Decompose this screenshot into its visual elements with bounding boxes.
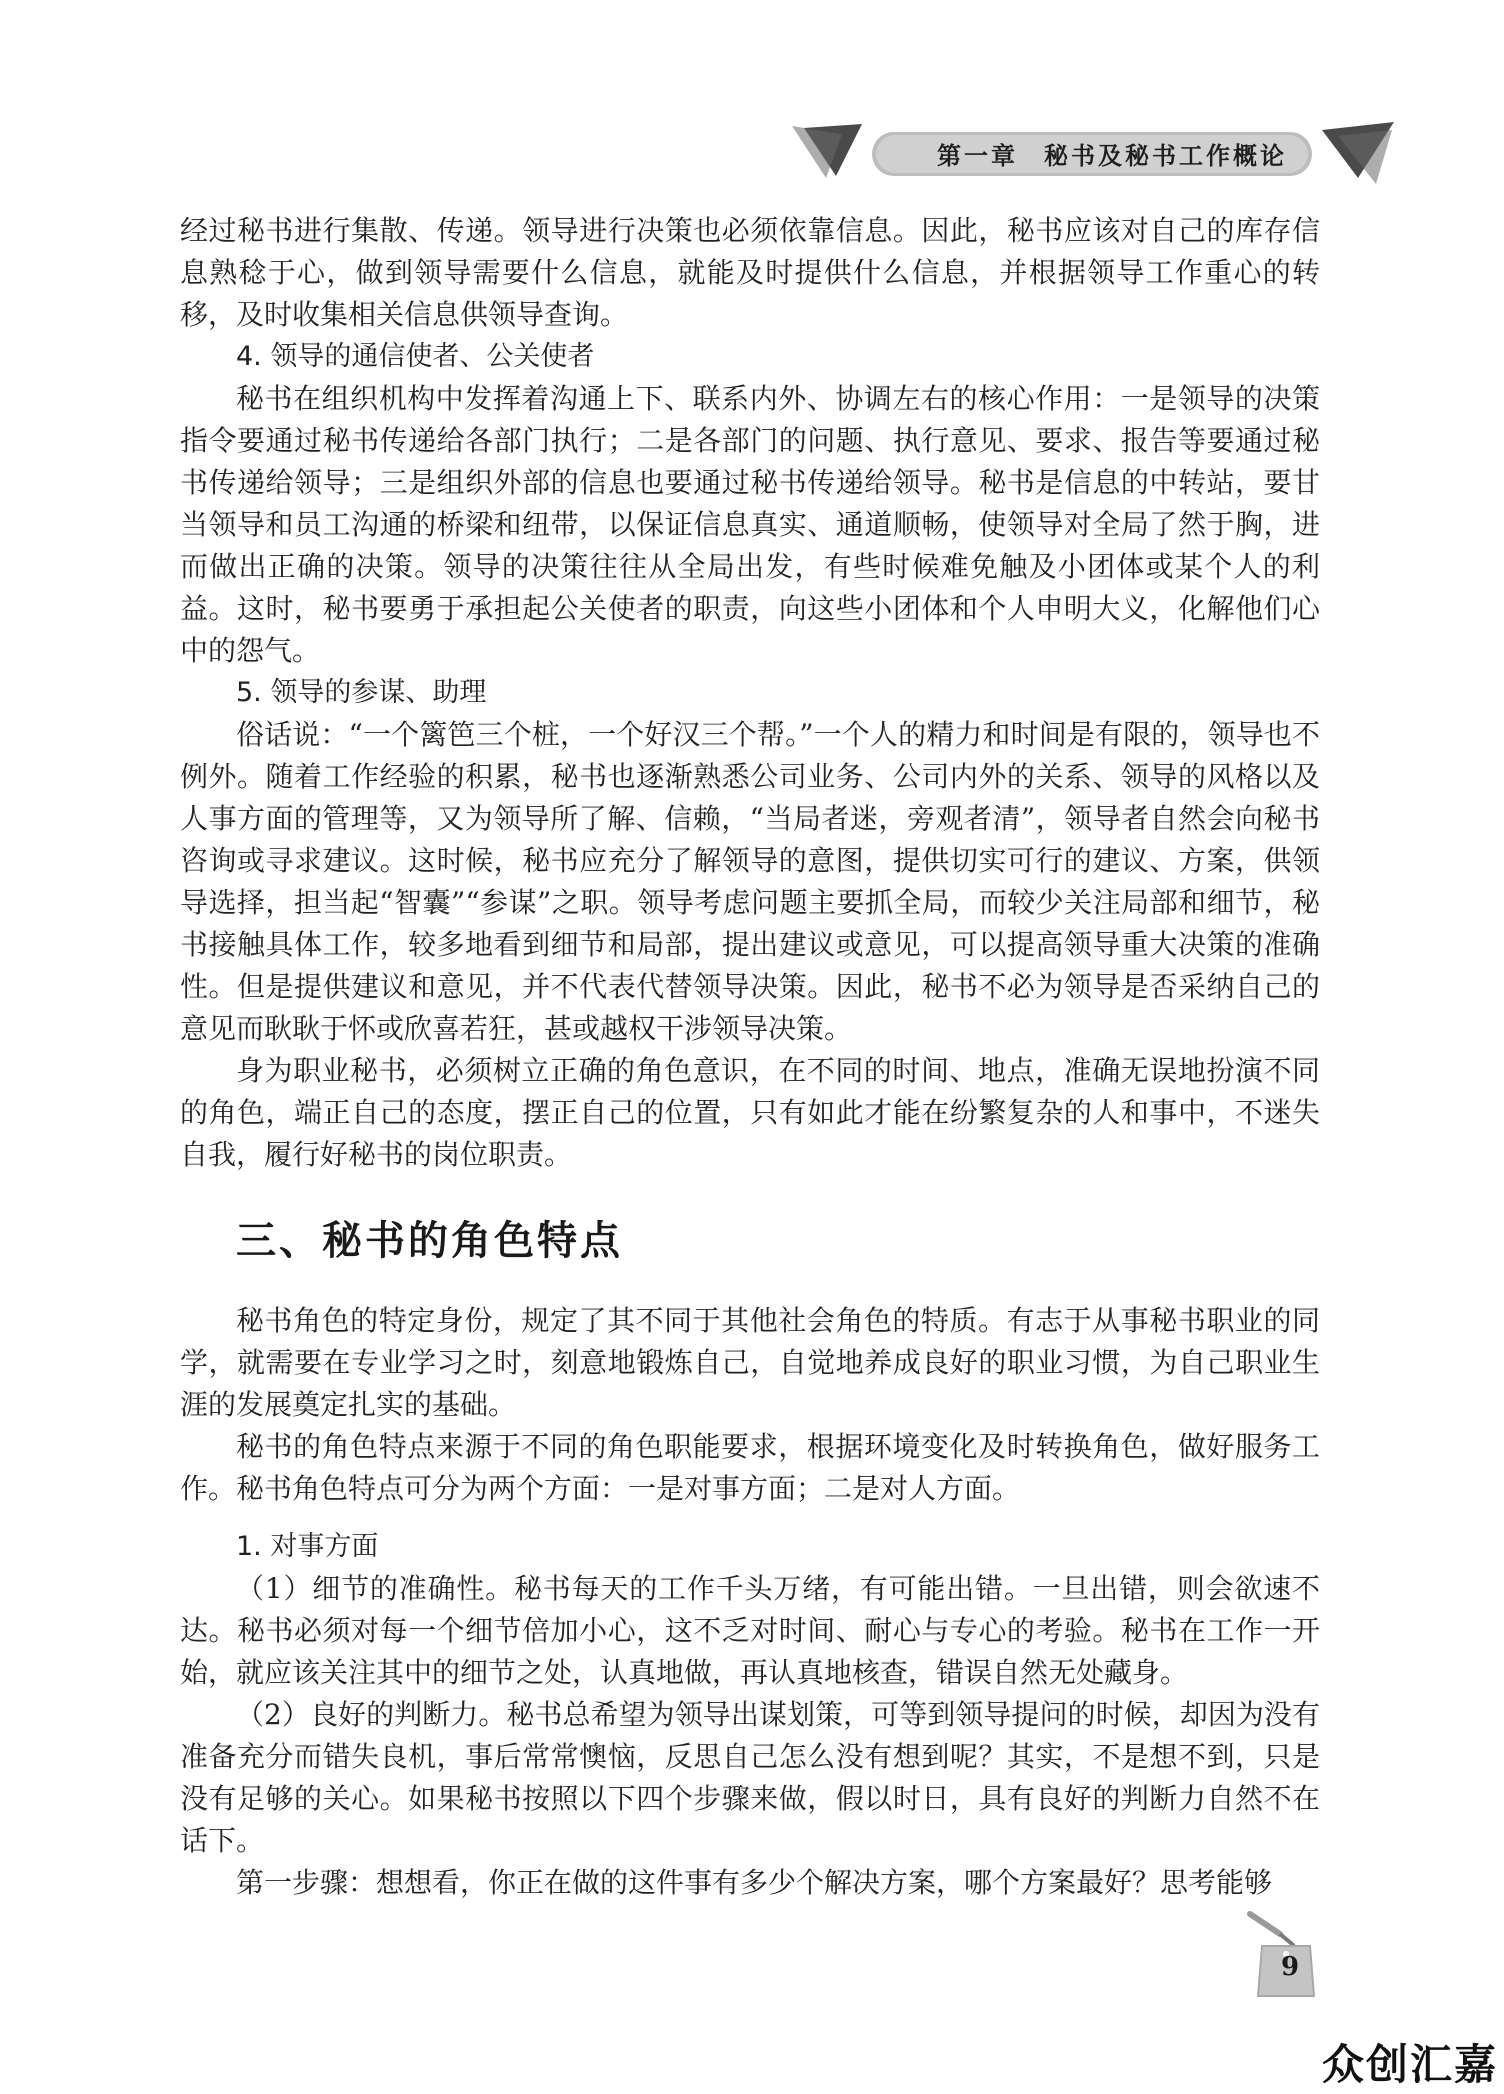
subheading-5: 5. 领导的参谋、助理 [236,677,487,708]
running-header [792,120,1400,190]
paragraph-intro: 经过秘书进行集散、传递。领导进行决策也必须依靠信息。因此，秘书应该对自己的库存信息熟稔于心，做到领导需要什么信息，就能及时提供什么信息，并根据领导工作重心的转移，及时收集相关信息供领导查询。 [180,214,1320,331]
page-body [180,210,1320,1904]
chapter-label: 第一章 [937,142,1018,170]
subheading-1: 1. 对事方面 [236,1531,379,1562]
paragraph-5: 俗话说：“一个篱笆三个桩，一个好汉三个帮。”一个人的精力和时间是有限的，领导也不例外。随着工作经验的积累，秘书也逐渐熟悉公司业务、公司内外的关系、领导的风格以及人事方面的管理等，又为领导所了解、信赖，“当局者迷，旁观者清”，领导者自然会向秘书咨询或寻求建议。这时候，秘书应充分了解领导的意图，提供切实可行的建议、方案，供领导选择，担当起“智囊”“参谋”之职。领导考虑问题主要抓全局，而较少关注局部和细节，秘书接触具体工作，较多地看到细节和局部，提出建议或意见，可以提高领导重大决策的准确性。但是提供建议和意见，并不代表代替领导决策。因此，秘书不必为领导是否采纳自己的意见而耿耿于怀或欣喜若狂，甚或越权干涉领导决策。 [180,718,1320,1045]
paragraph-summary: 身为职业秘书，必须树立正确的角色意识，在不同的时间、地点，准确无误地扮演不同的角色，端正自己的态度，摆正自己的位置，只有如此才能在纷繁复杂的人和事中，不迷失自我，履行好秘书的岗位职责。 [180,1054,1320,1171]
paperclip-tag-icon [1240,1900,1330,2000]
subheading-4: 4. 领导的通信使者、公关使者 [236,341,595,372]
chapter-title: 秘书及秘书工作概论 [1044,142,1287,170]
header-title [912,136,1312,176]
paragraph-step-1: 第一步骤：想想看，你正在做的这件事有多少个解决方案，哪个方案最好？思考能够 [236,1866,1273,1899]
paragraph-4: 秘书在组织机构中发挥着沟通上下、联系内外、协调左右的核心作用：一是领导的决策指令要通过秘书传递给各部门执行；二是各部门的问题、执行意见、要求、报告等要通过秘书传递给领导；三是组织外部的信息也要通过秘书传递给领导。秘书是信息的中转站，要甘当领导和员工沟通的桥梁和纽带，以保证信息真实、通道顺畅，使领导对全局了然于胸，进而做出正确的决策。领导的决策往往从全局出发，有些时候难免触及小团体或某个人的利益。这时，秘书要勇于承担起公关使者的职责，向这些小团体和个人申明大义，化解他们心中的怨气。 [180,382,1320,667]
page-number: 9 [1280,1952,1300,1982]
paragraph-section-1: 秘书角色的特定身份，规定了其不同于其他社会角色的特质。有志于从事秘书职业的同学，就需要在专业学习之时，刻意地锻炼自己，自觉地养成良好的职业习惯，为自己职业生涯的发展奠定扎实的基础。 [180,1304,1320,1421]
section-heading: 三、秘书的角色特点 [236,1218,623,1264]
page-number-tag [1240,1900,1330,2000]
paragraph-1-1: （1）细节的准确性。秘书每天的工作千头万绪，有可能出错。一旦出错，则会欲速不达。秘书必须对每一个细节倍加小心，这不乏对时间、耐心与专心的考验。秘书在工作一开始，就应该关注其中的细节之处，认真地做，再认真地核查，错误自然无处藏身。 [180,1572,1320,1689]
watermark-logo: 众创汇嘉 [1321,2040,1498,2089]
paragraph-section-2: 秘书的角色特点来源于不同的角色职能要求，根据环境变化及时转换角色，做好服务工作。秘书角色特点可分为两个方面：一是对事方面；二是对人方面。 [180,1430,1320,1505]
paragraph-1-2: （2）良好的判断力。秘书总希望为领导出谋划策，可等到领导提问的时候，却因为没有准备充分而错失良机，事后常常懊恼，反思自己怎么没有想到呢？其实，不是想不到，只是没有足够的关心。如果秘书按照以下四个步骤来做，假以时日，具有良好的判断力自然不在话下。 [180,1698,1320,1857]
